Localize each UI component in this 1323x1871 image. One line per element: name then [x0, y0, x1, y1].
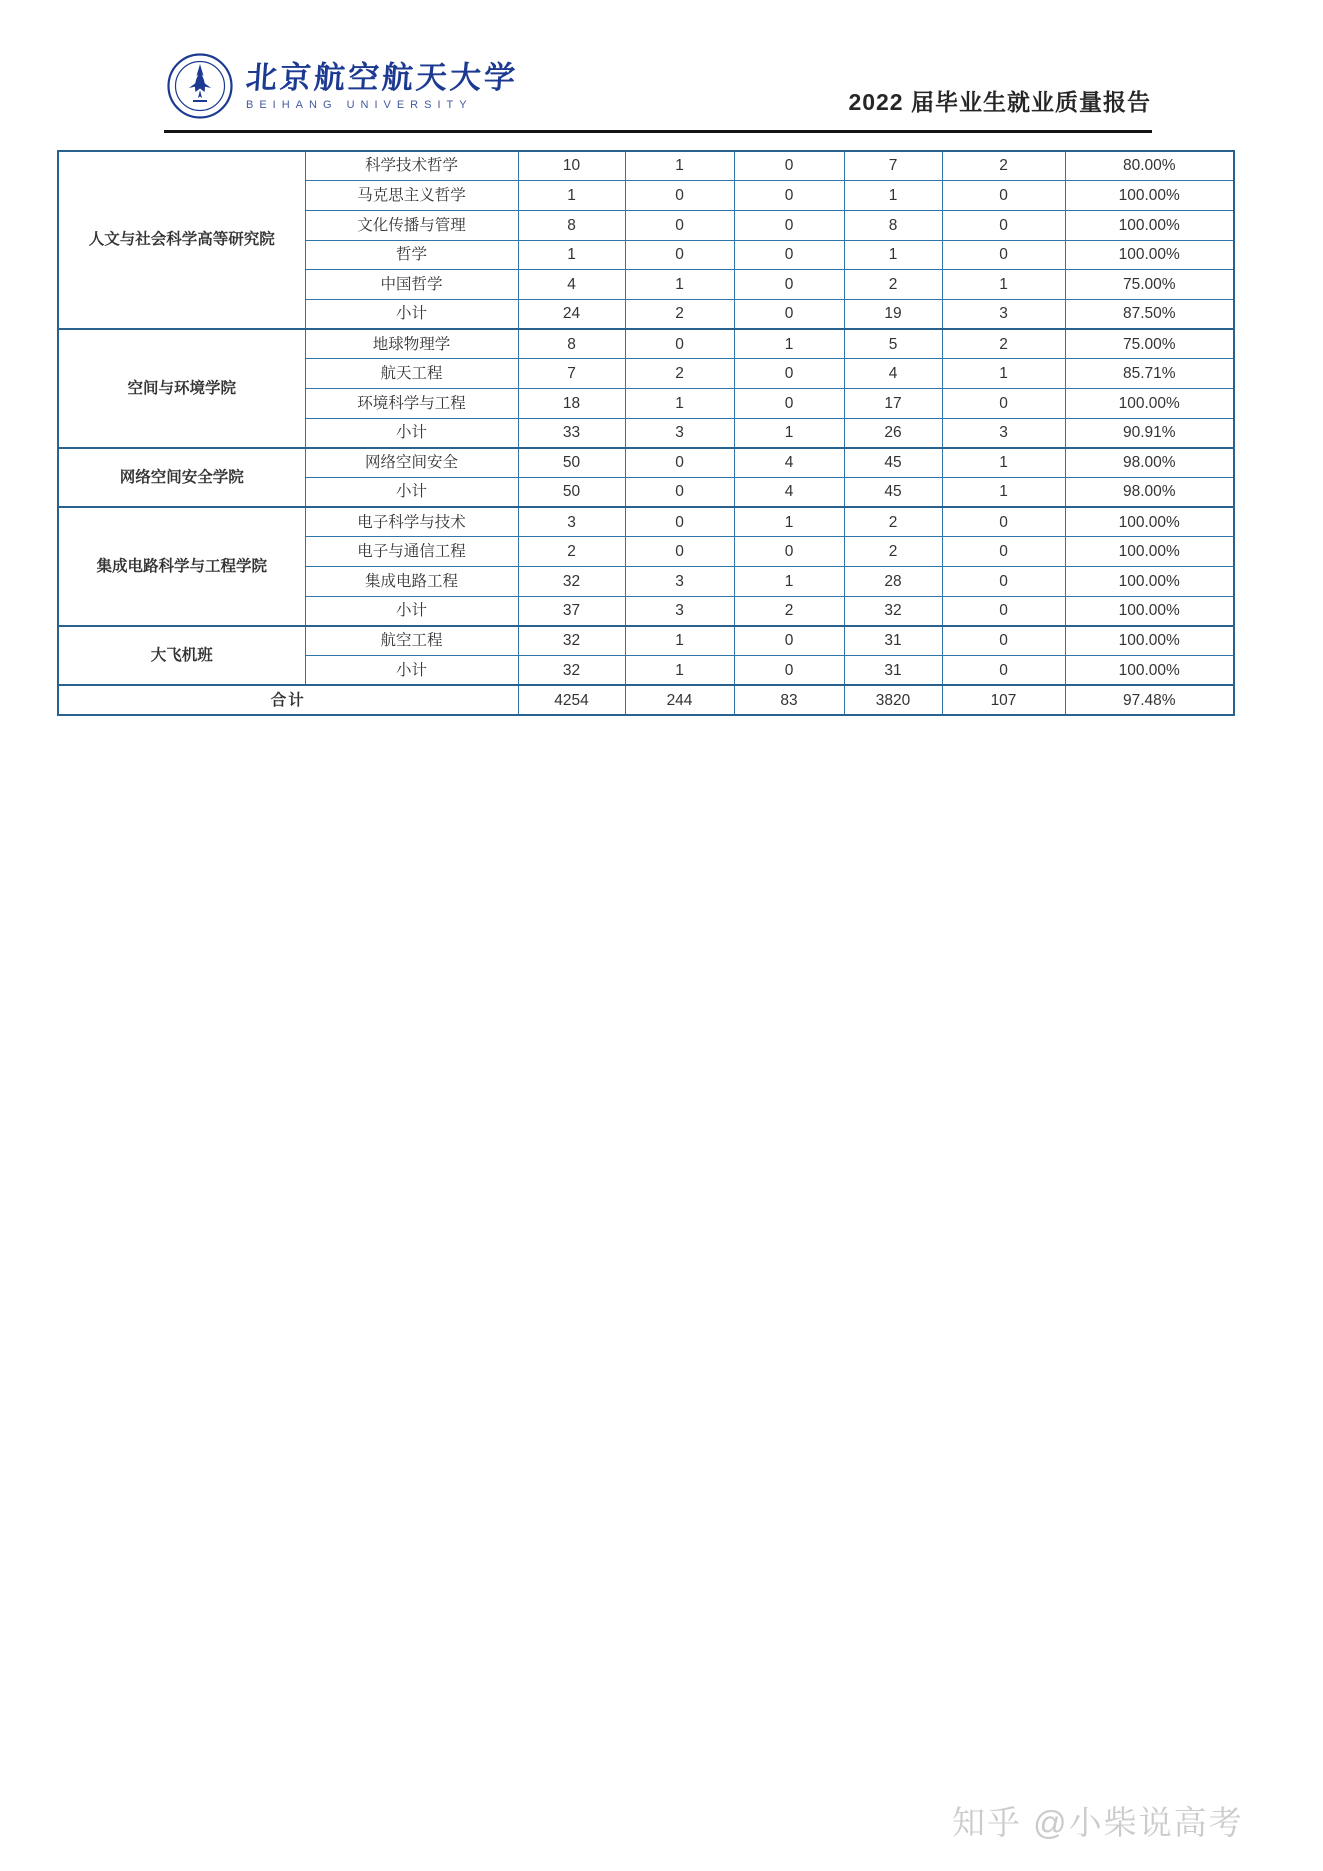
major-name-cell: 航空工程 — [305, 626, 518, 656]
table-row — [58, 507, 1234, 537]
value-cell: 0 — [734, 299, 844, 329]
value-cell: 100.00% — [1065, 596, 1234, 626]
value-cell: 31 — [844, 656, 942, 686]
value-cell: 1 — [942, 359, 1065, 389]
value-cell: 8 — [518, 329, 625, 359]
value-cell: 2 — [942, 151, 1065, 181]
value-cell: 1 — [942, 478, 1065, 508]
value-cell: 3 — [625, 567, 734, 597]
value-cell: 4 — [518, 270, 625, 300]
logo-en-text: BEIHANG UNIVERSITY — [246, 98, 473, 111]
table-row — [58, 448, 1234, 478]
college-name-cell: 大飞机班 — [58, 626, 305, 685]
value-cell: 100.00% — [1065, 210, 1234, 240]
major-name-cell: 小计 — [305, 596, 518, 626]
value-cell: 100.00% — [1065, 537, 1234, 567]
value-cell: 100.00% — [1065, 240, 1234, 270]
value-cell: 0 — [734, 240, 844, 270]
employment-table-body — [58, 151, 1234, 715]
value-cell: 3 — [625, 418, 734, 448]
value-cell: 1 — [942, 270, 1065, 300]
value-cell: 0 — [734, 270, 844, 300]
value-cell: 0 — [942, 507, 1065, 537]
value-cell: 50 — [518, 448, 625, 478]
value-cell: 26 — [844, 418, 942, 448]
value-cell: 100.00% — [1065, 567, 1234, 597]
watermark-credit: 知乎 @小柴说高考 — [952, 1804, 1244, 1841]
value-cell: 17 — [844, 389, 942, 419]
value-cell: 1 — [518, 181, 625, 211]
value-cell: 0 — [734, 537, 844, 567]
value-cell: 45 — [844, 448, 942, 478]
major-name-cell: 小计 — [305, 299, 518, 329]
value-cell: 3 — [518, 507, 625, 537]
value-cell: 1 — [844, 181, 942, 211]
major-name-cell: 小计 — [305, 478, 518, 508]
total-label-cell: 合计 — [58, 685, 518, 715]
value-cell: 0 — [734, 626, 844, 656]
value-cell: 0 — [625, 537, 734, 567]
table-row — [58, 626, 1234, 656]
major-name-cell: 小计 — [305, 656, 518, 686]
value-cell: 37 — [518, 596, 625, 626]
value-cell: 80.00% — [1065, 151, 1234, 181]
value-cell: 98.00% — [1065, 478, 1234, 508]
value-cell: 0 — [734, 389, 844, 419]
value-cell: 100.00% — [1065, 389, 1234, 419]
value-cell: 45 — [844, 478, 942, 508]
value-cell: 7 — [844, 151, 942, 181]
value-cell: 50 — [518, 478, 625, 508]
total-value-cell: 97.48% — [1065, 685, 1234, 715]
value-cell: 31 — [844, 626, 942, 656]
table-row — [58, 151, 1234, 181]
major-name-cell: 小计 — [305, 418, 518, 448]
value-cell: 1 — [518, 240, 625, 270]
value-cell: 2 — [942, 329, 1065, 359]
value-cell: 33 — [518, 418, 625, 448]
value-cell: 2 — [518, 537, 625, 567]
value-cell: 0 — [625, 507, 734, 537]
value-cell: 10 — [518, 151, 625, 181]
value-cell: 0 — [734, 656, 844, 686]
value-cell: 3 — [942, 299, 1065, 329]
value-cell: 8 — [844, 210, 942, 240]
value-cell: 0 — [625, 210, 734, 240]
value-cell: 32 — [518, 656, 625, 686]
value-cell: 85.71% — [1065, 359, 1234, 389]
value-cell: 1 — [942, 448, 1065, 478]
major-name-cell: 航天工程 — [305, 359, 518, 389]
report-title: 2022 届毕业生就业质量报告 — [848, 89, 1151, 115]
value-cell: 1 — [734, 329, 844, 359]
value-cell: 32 — [518, 626, 625, 656]
value-cell: 0 — [734, 210, 844, 240]
value-cell: 75.00% — [1065, 270, 1234, 300]
value-cell: 2 — [844, 537, 942, 567]
major-name-cell: 电子与通信工程 — [305, 537, 518, 567]
employment-statistics-table — [57, 150, 1235, 716]
value-cell: 19 — [844, 299, 942, 329]
value-cell: 100.00% — [1065, 507, 1234, 537]
value-cell: 0 — [942, 537, 1065, 567]
value-cell: 4 — [734, 448, 844, 478]
value-cell: 8 — [518, 210, 625, 240]
header-divider-rule — [164, 130, 1152, 133]
major-name-cell: 哲学 — [305, 240, 518, 270]
value-cell: 7 — [518, 359, 625, 389]
table-row — [58, 329, 1234, 359]
value-cell: 28 — [844, 567, 942, 597]
value-cell: 1 — [734, 567, 844, 597]
major-name-cell: 中国哲学 — [305, 270, 518, 300]
total-value-cell: 3820 — [844, 685, 942, 715]
value-cell: 0 — [942, 626, 1065, 656]
value-cell: 1 — [625, 151, 734, 181]
major-name-cell: 环境科学与工程 — [305, 389, 518, 419]
value-cell: 0 — [942, 210, 1065, 240]
value-cell: 1 — [844, 240, 942, 270]
value-cell: 4 — [844, 359, 942, 389]
college-name-cell: 网络空间安全学院 — [58, 448, 305, 507]
value-cell: 0 — [734, 359, 844, 389]
college-name-cell: 空间与环境学院 — [58, 329, 305, 448]
total-value-cell: 244 — [625, 685, 734, 715]
table-total-row — [58, 685, 1234, 715]
major-name-cell: 科学技术哲学 — [305, 151, 518, 181]
value-cell: 1 — [734, 507, 844, 537]
logo-cn-text: 北京航空航天大学 — [244, 60, 520, 96]
beihang-seal-icon — [166, 52, 234, 120]
value-cell: 5 — [844, 329, 942, 359]
value-cell: 32 — [518, 567, 625, 597]
value-cell: 0 — [734, 151, 844, 181]
value-cell: 2 — [844, 270, 942, 300]
value-cell: 3 — [942, 418, 1065, 448]
value-cell: 0 — [625, 478, 734, 508]
value-cell: 0 — [734, 181, 844, 211]
value-cell: 1 — [625, 626, 734, 656]
value-cell: 2 — [625, 359, 734, 389]
value-cell: 2 — [625, 299, 734, 329]
value-cell: 0 — [625, 329, 734, 359]
value-cell: 24 — [518, 299, 625, 329]
value-cell: 0 — [942, 240, 1065, 270]
major-name-cell: 地球物理学 — [305, 329, 518, 359]
value-cell: 4 — [734, 478, 844, 508]
value-cell: 0 — [942, 656, 1065, 686]
value-cell: 100.00% — [1065, 181, 1234, 211]
value-cell: 0 — [942, 389, 1065, 419]
value-cell: 1 — [625, 656, 734, 686]
value-cell: 0 — [625, 240, 734, 270]
major-name-cell: 网络空间安全 — [305, 448, 518, 478]
total-value-cell: 107 — [942, 685, 1065, 715]
value-cell: 18 — [518, 389, 625, 419]
value-cell: 0 — [942, 596, 1065, 626]
value-cell: 100.00% — [1065, 626, 1234, 656]
value-cell: 75.00% — [1065, 329, 1234, 359]
value-cell: 87.50% — [1065, 299, 1234, 329]
value-cell: 1 — [625, 270, 734, 300]
major-name-cell: 电子科学与技术 — [305, 507, 518, 537]
value-cell: 2 — [844, 507, 942, 537]
college-name-cell: 集成电路科学与工程学院 — [58, 507, 305, 626]
value-cell: 0 — [942, 181, 1065, 211]
value-cell: 32 — [844, 596, 942, 626]
value-cell: 98.00% — [1065, 448, 1234, 478]
value-cell: 0 — [625, 448, 734, 478]
value-cell: 1 — [734, 418, 844, 448]
total-value-cell: 83 — [734, 685, 844, 715]
university-logo — [166, 52, 518, 120]
value-cell: 0 — [942, 567, 1065, 597]
major-name-cell: 集成电路工程 — [305, 567, 518, 597]
major-name-cell: 马克思主义哲学 — [305, 181, 518, 211]
total-value-cell: 4254 — [518, 685, 625, 715]
value-cell: 90.91% — [1065, 418, 1234, 448]
value-cell: 1 — [625, 389, 734, 419]
value-cell: 0 — [625, 181, 734, 211]
value-cell: 3 — [625, 596, 734, 626]
college-name-cell: 人文与社会科学高等研究院 — [58, 151, 305, 329]
value-cell: 100.00% — [1065, 656, 1234, 686]
major-name-cell: 文化传播与管理 — [305, 210, 518, 240]
value-cell: 2 — [734, 596, 844, 626]
